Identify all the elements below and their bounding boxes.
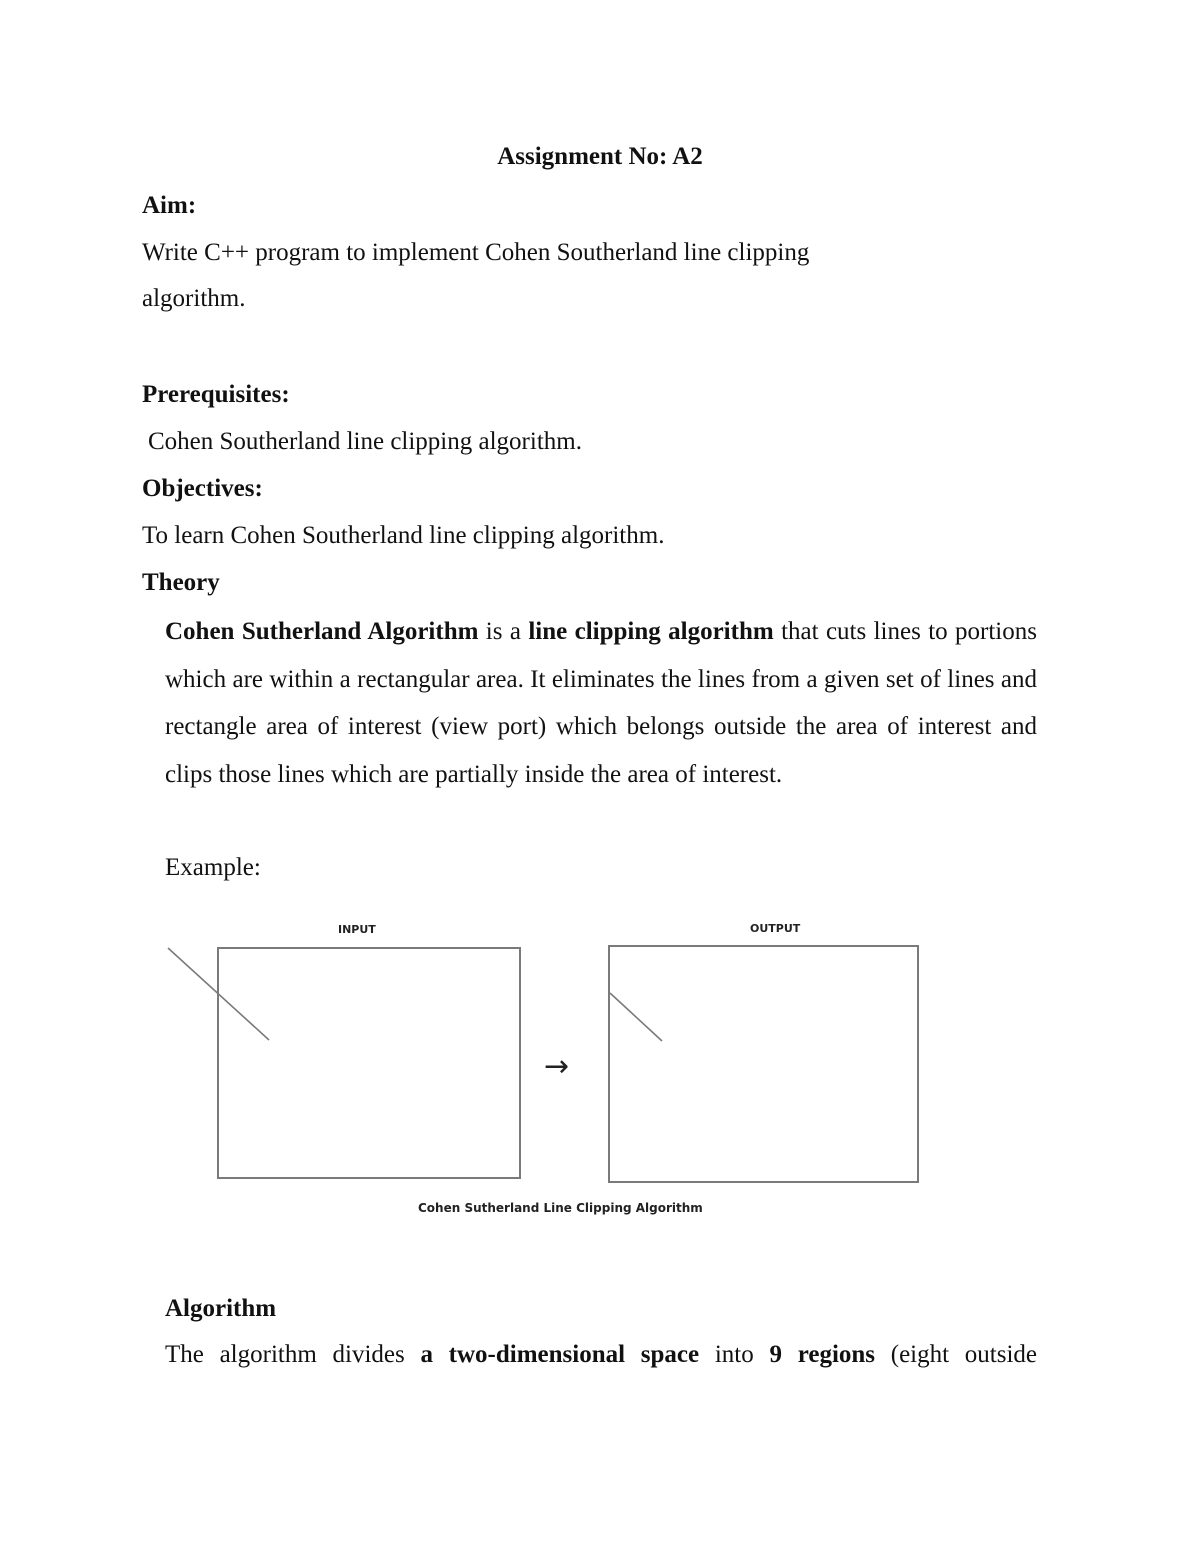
aim-text-line1: Write C++ program to implement Cohen Southerland line clipping — [142, 239, 810, 266]
theory-bold-term-1: Cohen Sutherland Algorithm — [165, 618, 479, 645]
theory-bold-term-2: line clipping algorithm — [528, 618, 774, 645]
prerequisites-heading: Prerequisites: — [142, 381, 290, 408]
aim-text-line2: algorithm. — [142, 285, 246, 312]
theory-heading: Theory — [142, 569, 220, 596]
theory-paragraph: Cohen Sutherland Algorithm is a line clipping algorithm that cuts lines to portions which are within a rectangular area. It eliminates the lines from a given set of lines and rectangle area of interest (view port) which belongs outside the area of interest and clips those lines which are partially inside the area of interest. — [165, 618, 1037, 788]
aim-heading: Aim: — [142, 192, 197, 219]
prerequisites-text: Cohen Southerland line clipping algorithm. — [148, 428, 582, 455]
input-label: INPUT — [338, 923, 376, 936]
page-title: Assignment No: A2 — [497, 143, 703, 170]
arrow-icon: → — [544, 1049, 570, 1084]
objectives-text: To learn Cohen Southerland line clipping algorithm. — [142, 522, 665, 549]
output-clipped-segment — [610, 993, 662, 1041]
algorithm-heading: Algorithm — [165, 1295, 277, 1322]
objectives-heading: Objectives: — [142, 475, 263, 502]
example-label: Example: — [165, 854, 261, 881]
algorithm-text: The algorithm divides a two-dimensional space into 9 regions (eight outside — [165, 1341, 1038, 1368]
input-line-segment — [168, 948, 269, 1040]
output-label: OUTPUT — [750, 922, 801, 935]
figure-caption: Cohen Sutherland Line Clipping Algorithm — [418, 1201, 703, 1215]
